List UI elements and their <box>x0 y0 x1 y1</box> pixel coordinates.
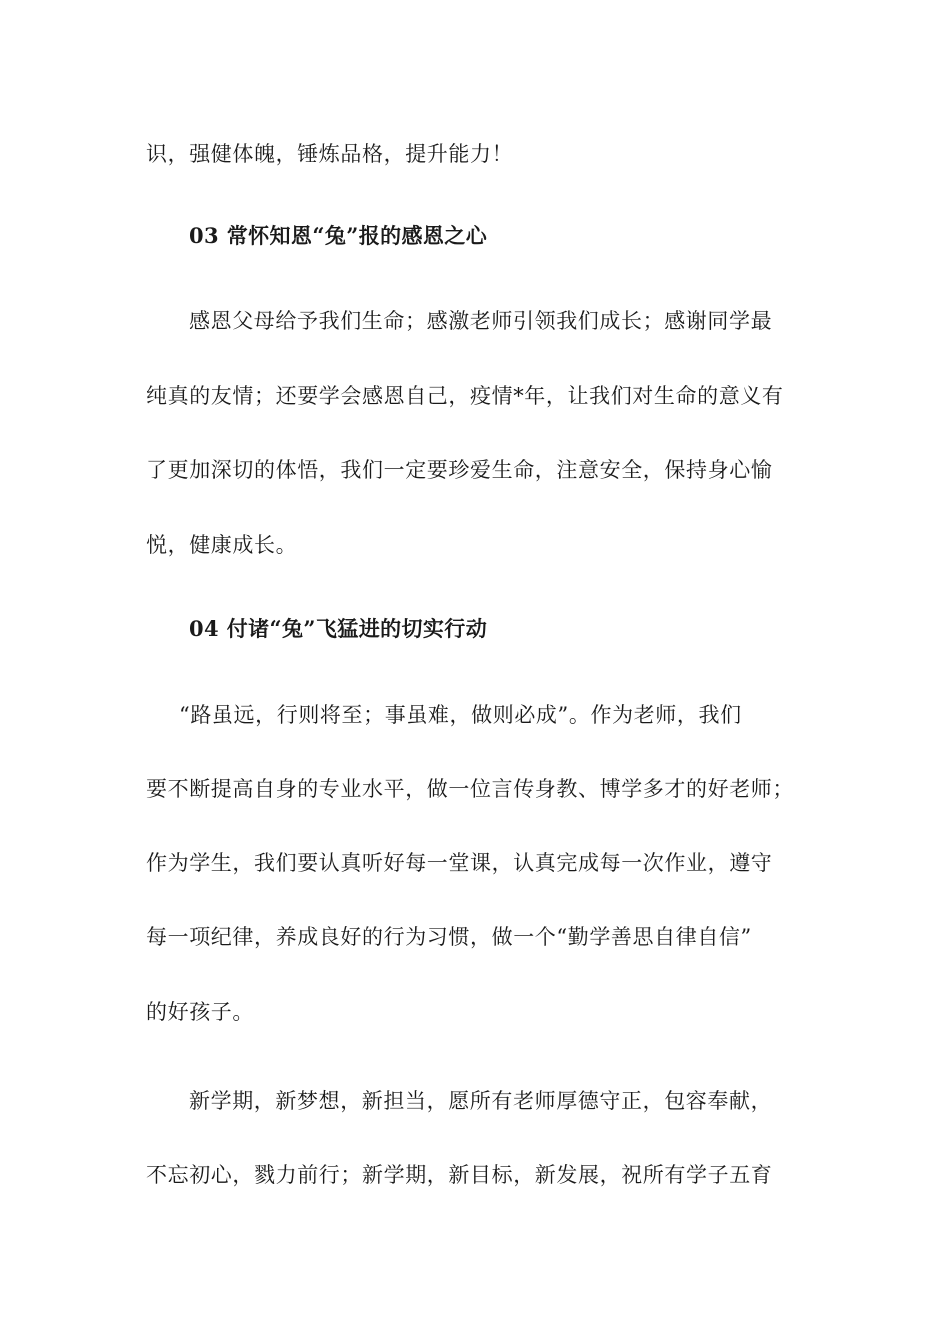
paragraph-line: 识，强健体魄，锤炼品格，提升能力！ <box>146 142 514 166</box>
paragraph-line: 了更加深切的体悟，我们一定要珍爱生命，注意安全，保持身心愉 <box>146 458 773 482</box>
section-heading-04: 04 付诸“兔”飞猛进的切实行动 <box>189 616 488 641</box>
paragraph-line: 作为学生，我们要认真听好每一堂课，认真完成每一次作业，遵守 <box>146 851 773 875</box>
paragraph-line: 新学期，新梦想，新担当，愿所有老师厚德守正，包容奉献， <box>189 1089 773 1113</box>
paragraph-line: 不忘初心，戮力前行；新学期，新目标，新发展，祝所有学子五育 <box>146 1163 773 1187</box>
section-heading-03: 03 常怀知恩“兔”报的感恩之心 <box>189 223 488 248</box>
paragraph-line: 的好孩子。 <box>146 1000 254 1024</box>
paragraph-line: “路虽远，行则将至；事虽难，做则必成”。作为老师，我们 <box>179 703 742 727</box>
paragraph-line: 纯真的友情；还要学会感恩自己，疫情*年，让我们对生命的意义有 <box>146 384 784 408</box>
paragraph-line: 每一项纪律，养成良好的行为习惯，做一个“勤学善思自律自信” <box>146 925 752 949</box>
paragraph-line: 要不断提高自身的专业水平，做一位言传身教、博学多才的好老师； <box>146 777 794 801</box>
paragraph-line: 感恩父母给予我们生命；感激老师引领我们成长；感谢同学最 <box>189 309 773 333</box>
paragraph-line: 悦，健康成长。 <box>146 533 298 557</box>
